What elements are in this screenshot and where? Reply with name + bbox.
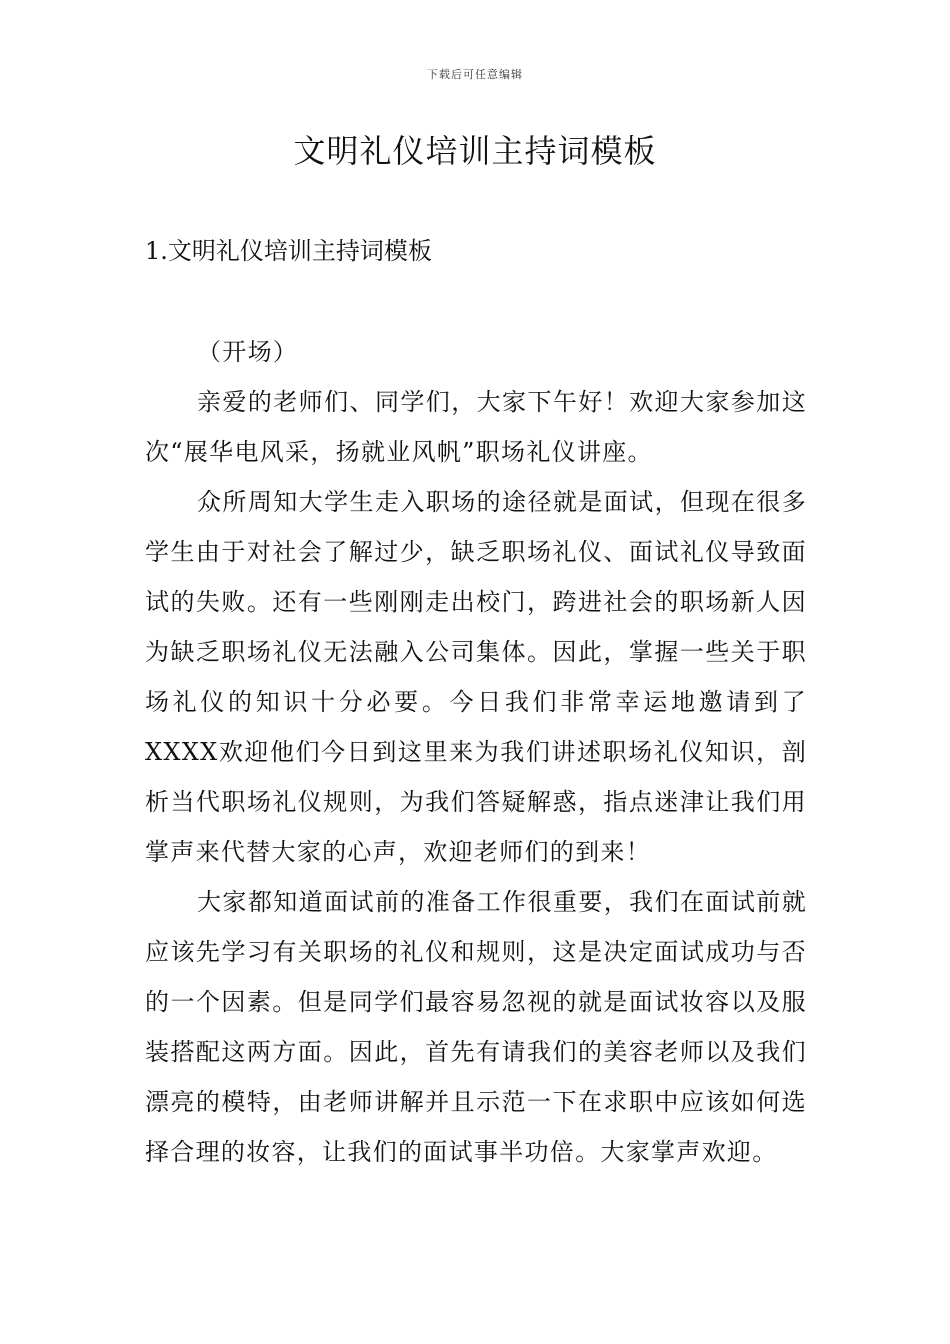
paragraph-introduction: 众所周知大学生走入职场的途径就是面试，但现在很多学生由于对社会了解过少，缺乏职场礼仪、面试礼仪导致面试的失败。还有一些刚刚走出校门，跨进社会的职场新人因为缺乏职场礼仪无法融入公司集体。因此，掌握一些关于职场礼仪的知识十分必要。今日我们非常幸运地邀请到了XXXX欢迎他们今日到这里来为我们讲述职场礼仪知识，剖析当代职场礼仪规则，为我们答疑解惑，指点迷津让我们用掌声来代替大家的心声，欢迎老师们的到来！ xyxy=(145,488,807,866)
document-body xyxy=(145,327,807,1177)
section-heading: 1.文明礼仪培训主持词模板 xyxy=(145,237,432,265)
paragraph-preparation: 大家都知道面试前的准备工作很重要，我们在面试前就应该先学习有关职场的礼仪和规则，这是决定面试成功与否的一个因素。但是同学们最容易忽视的就是面试妆容以及服装搭配这两方面。因此，首先有请我们的美容老师以及我们漂亮的模特，由老师讲解并且示范一下在求职中应该如何选择合理的妆容，让我们的面试事半功倍。大家掌声欢迎。 xyxy=(145,888,807,1166)
document-title: 文明礼仪培训主持词模板 xyxy=(293,132,657,170)
paragraph-welcome: 亲爱的老师们、同学们，大家下午好！欢迎大家参加这次“展华电风采，扬就业风帆”职场礼仪讲座。 xyxy=(145,388,807,466)
paragraph-opening: （开场） xyxy=(197,338,299,366)
header-note: 下载后可任意编辑 xyxy=(427,68,523,81)
